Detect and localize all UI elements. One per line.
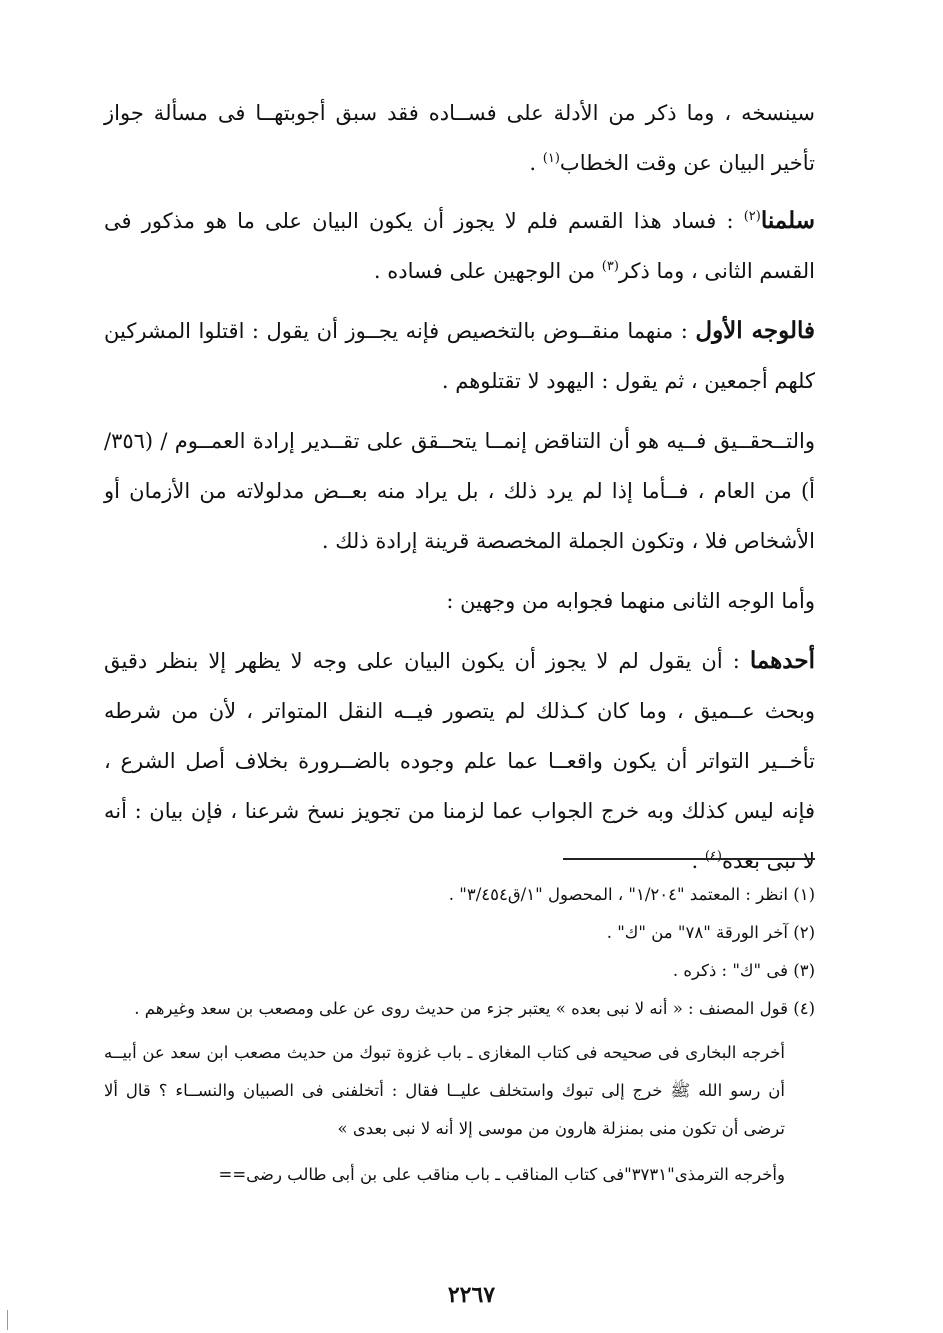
paragraph-3 [104, 306, 815, 406]
page-number: ٢٢٦٧ [447, 1282, 496, 1308]
paragraph-4 [104, 416, 815, 566]
footnote-2: (٢) آخر الورقة "٧٨" من "ك" . [606, 923, 815, 942]
paragraph-2-lead: سلمنا [760, 207, 815, 234]
paragraph-1 [104, 88, 815, 188]
footnotes [104, 876, 815, 1194]
footnote-ref-2: (٢) [743, 209, 761, 224]
footnote-3: (٣) فى "ك" : ذكره . [672, 961, 815, 980]
footnote-4-continuation: وأخرجه الترمذى"٣٧٣١"فى كتاب المناقب ـ باب مناقب على بن أبى طالب رضى== [218, 1165, 785, 1184]
footnote-ref-1: (١) [542, 151, 560, 166]
footnote-4-source: أخرجه البخارى فى صحيحه فى كتاب المغازى ـ باب غزوة تبوك من حديث مصعب ابن سعد عن أبيــه أن رسو الله ﷺ خرج إلى تبوك واستخلف عليــا فقال : أتخلفنى فى الصبيان والنســاء ؟ قال ألا ترضى أن تكون منى بمنزلة هارون من موسى إلا أنه لا نبى بعدى » [104, 1043, 785, 1138]
paragraph-2 [104, 196, 815, 296]
footnote-1: (١) انظر : المعتمد "١/٢٠٤" ، المحصول "١/ق٣/٤٥٤" . [448, 885, 815, 904]
paragraph-1-text: سينسخه ، وما ذكر من الأدلة على فســاده فقد سبق أجوبتهــا فى مسألة جواز تأخير البيان عن وقت الخطاب [104, 101, 815, 175]
footnote-ref-3: (٣) [601, 259, 619, 274]
footnote-separator [563, 858, 815, 860]
paragraph-6 [104, 636, 815, 886]
paragraph-6-end: . [691, 849, 705, 873]
paragraph-2-text-b: من الوجهين على فساده . [373, 259, 602, 283]
paragraph-5-text: وأما الوجه الثانى منهما فجوابه من وجهين : [446, 589, 815, 613]
paragraph-2-text-a: : فساد هذا القسم فلم لا يجوز أن يكون البيان على ما هو مذكور فى القسم الثانى ، وما ذكر [104, 209, 815, 283]
footnote-4: (٤) قول المصنف : « أنه لا نبى بعده » يعتبر جزء من حديث روى عن على ومصعب بن سعد وغيرهم . [134, 999, 815, 1018]
paragraph-3-text: : منهما منقــوض بالتخصيص فإنه يجــوز أن يقول : اقتلوا المشركين كلهم أجمعين ، ثم يقول : اليهود لا تقتلوهم . [104, 319, 815, 393]
scan-edge-mark [7, 1310, 8, 1330]
paragraph-3-lead: فالوجه الأول [695, 317, 815, 344]
paragraph-1-end: . [529, 151, 543, 175]
paragraph-4-text: والتــحقــيق فــيه هو أن التناقض إنمــا يتحــقق على تقــدير إرادة العمــوم / (٣٥٦/أ) من العام ، فــأما إذا لم يرد ذلك ، بل يراد منه بعــض مدلولاته من الأزمان أو الأشخاص فلا ، وتكون الجملة المخصصة قرينة إرادة ذلك . [104, 429, 815, 553]
footnote-ref-4: (٤) [704, 849, 722, 864]
paragraph-5 [104, 576, 815, 626]
paragraph-6-text: : أن يقول لم لا يجوز أن يكون البيان على وجه لا يظهر إلا بنظر دقيق وبحث عــميق ، وما كان كـذلك لم يتصور فيــه النقل المتواتر ، لأن من شرطه تأخــير التواتر أن يكون واقعــا عما علم وجوده بالضــرورة بخلاف أصل الشرع ، فإنه ليس كذلك وبه خرج الجواب عما لزمنا من تجويز نسخ شرعنا ، فإن بيان : أنه لا نبى بعده [104, 649, 815, 873]
main-text [104, 88, 815, 894]
paragraph-6-lead: أحدهما [749, 647, 815, 674]
